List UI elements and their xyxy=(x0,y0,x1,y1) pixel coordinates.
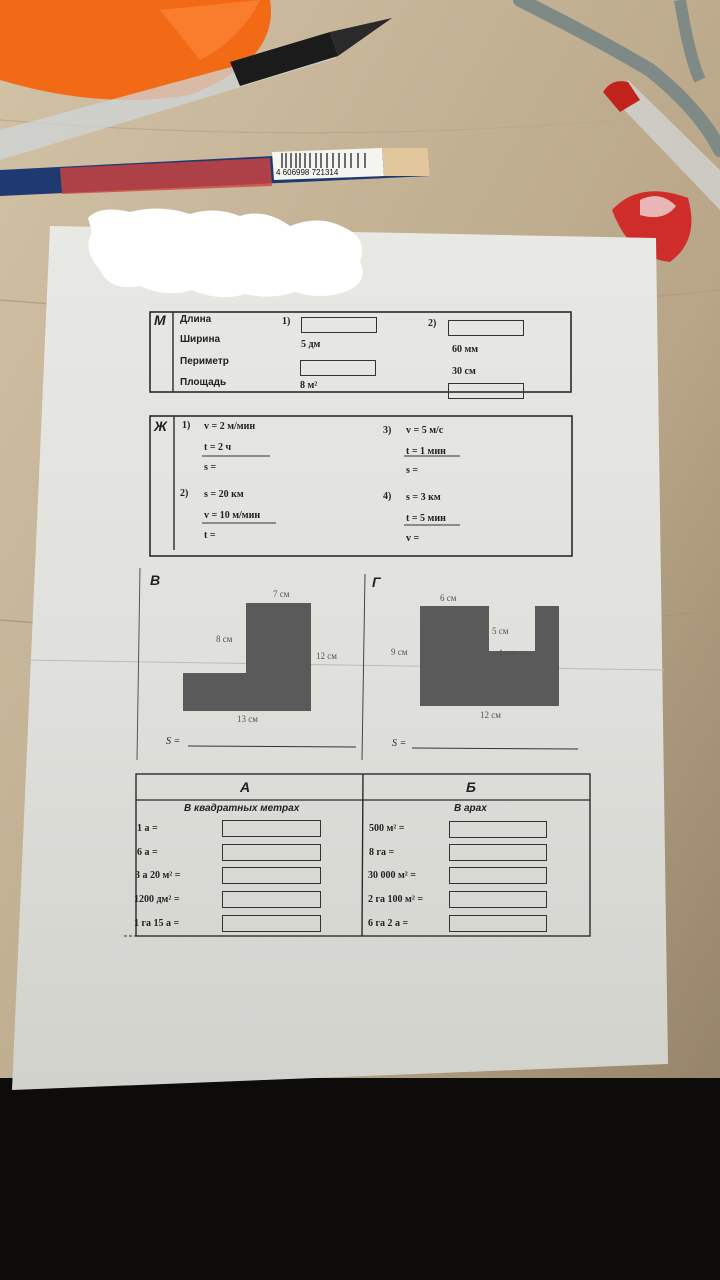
table-col-b-letter: Б xyxy=(466,779,476,795)
row-label-perimeter: Периметр xyxy=(180,356,229,367)
zh-p2-given-b: v = 10 м/мин xyxy=(204,510,261,521)
zh-p2-number: 2) xyxy=(180,488,189,499)
m-col1-number: 1) xyxy=(282,316,291,327)
g-label-notch-width: 4 см xyxy=(498,648,515,658)
v-label-left: 8 см xyxy=(216,634,233,644)
g-label-notch-depth: 5 см xyxy=(492,626,509,636)
barcode-number: 4 606998 721314 xyxy=(276,168,339,177)
section-m-letter: М xyxy=(154,312,166,328)
g-area-answer[interactable]: S = xyxy=(392,738,407,749)
zh-p3-given-b: t = 1 мин xyxy=(406,446,446,457)
b-item-5: 6 га 2 а = xyxy=(368,918,409,929)
zh-p2-given-a: s = 20 км xyxy=(204,489,244,500)
section-v-letter: В xyxy=(150,572,161,588)
zh-p3-given-a: v = 5 м/с xyxy=(406,425,444,436)
b-field-5[interactable] xyxy=(449,915,547,932)
row-label-area: Площадь xyxy=(180,377,227,388)
g-label-top: 6 см xyxy=(440,593,457,603)
m-col2-width-value: 60 мм xyxy=(452,344,479,355)
b-item-3: 30 000 м² = xyxy=(368,870,417,881)
m-col1-width-value: 5 дм xyxy=(301,339,321,350)
m-col1-length-field[interactable] xyxy=(301,317,377,333)
a-field-2[interactable] xyxy=(222,844,321,861)
a-field-3[interactable] xyxy=(222,867,321,884)
m-col1-area-value: 8 м² xyxy=(300,380,318,391)
table-col-a-letter: А xyxy=(240,779,251,795)
row-label-width: Ширина xyxy=(180,334,221,345)
section-g-letter: Г xyxy=(372,574,381,590)
m-col2-perimeter-value: 30 см xyxy=(452,366,476,377)
a-item-2: 6 а = xyxy=(137,847,158,858)
redaction-blob xyxy=(88,208,363,297)
b-field-4[interactable] xyxy=(449,891,547,908)
b-field-2[interactable] xyxy=(449,844,547,861)
zh-p1-find: s = xyxy=(204,462,217,473)
table-col-a-subtitle: В квадратных метрах xyxy=(184,803,300,814)
zh-p1-given-b: t = 2 ч xyxy=(204,442,232,453)
zh-p4-find: v = xyxy=(406,533,420,544)
v-area-answer[interactable]: S = xyxy=(166,736,181,747)
m-col2-area-field[interactable] xyxy=(448,383,524,399)
zh-p4-given-b: t = 5 мин xyxy=(406,513,446,524)
m-col2-length-field[interactable] xyxy=(448,320,524,336)
b-item-2: 8 га = xyxy=(369,847,395,858)
a-field-5[interactable] xyxy=(222,915,321,932)
b-item-1: 500 м² = xyxy=(369,823,405,834)
b-field-1[interactable] xyxy=(449,821,547,838)
g-label-bottom: 12 см xyxy=(480,710,501,720)
a-item-4: 1200 дм² = xyxy=(134,894,180,905)
b-field-3[interactable] xyxy=(449,867,547,884)
a-item-3: 3 а 20 м² = xyxy=(135,870,181,881)
m-col2-number: 2) xyxy=(428,318,437,329)
a-item-5: 1 га 15 а = xyxy=(134,918,180,929)
table-col-b-subtitle: В арах xyxy=(454,803,487,814)
m-col1-perimeter-field[interactable] xyxy=(300,360,376,376)
a-field-1[interactable] xyxy=(222,820,321,837)
worksheet-paper xyxy=(12,226,668,1090)
v-label-bottom: 13 см xyxy=(237,714,258,724)
zh-p4-given-a: s = 3 км xyxy=(406,492,441,503)
zh-p4-number: 4) xyxy=(383,491,392,502)
a-field-4[interactable] xyxy=(222,891,321,908)
zh-p2-find: t = xyxy=(204,530,216,541)
a-item-1: 1 а = xyxy=(137,823,158,834)
row-label-length: Длина xyxy=(180,314,212,325)
zh-p1-number: 1) xyxy=(182,420,191,431)
v-label-top: 7 см xyxy=(273,589,290,599)
g-label-left: 9 см xyxy=(391,647,408,657)
section-zh-letter: Ж xyxy=(154,418,167,434)
zh-p3-number: 3) xyxy=(383,425,392,436)
zh-p1-given-a: v = 2 м/мин xyxy=(204,421,256,432)
v-label-right: 12 см xyxy=(316,651,337,661)
b-item-4: 2 га 100 м² = xyxy=(368,894,424,905)
zh-p3-find: s = xyxy=(406,465,419,476)
